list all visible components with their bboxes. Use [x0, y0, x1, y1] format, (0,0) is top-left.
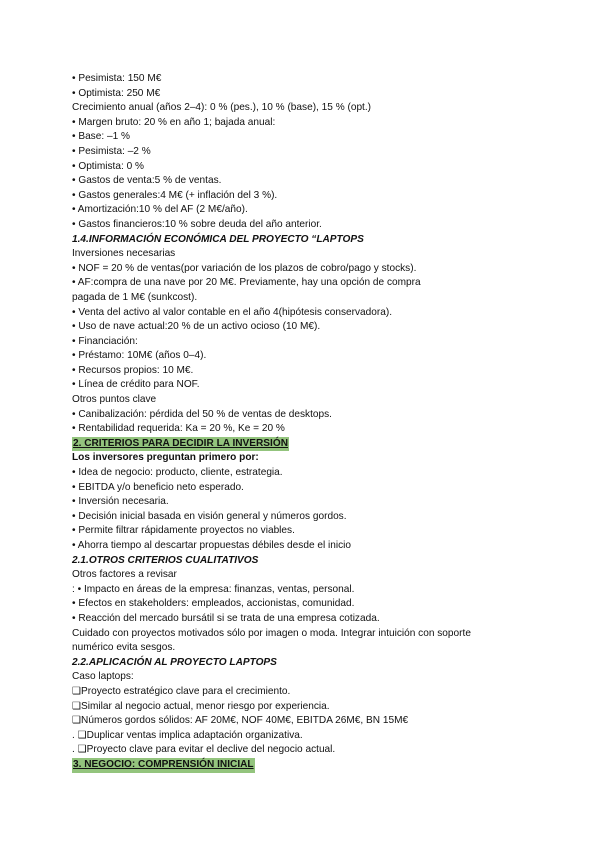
text-line: • Decisión inicial basada en visión general y números gordos. [72, 510, 347, 522]
text-line: • Uso de nave actual:20 % de un activo ocioso (10 M€). [72, 321, 321, 333]
text-line: • Pesimista: –2 % [72, 145, 151, 157]
text-line: • AF:compra de una nave por 20 M€. Previamente, hay una opción de compra [72, 277, 421, 289]
checklist-item: ❑Similar al negocio actual, menor riesgo por experiencia. [72, 700, 330, 712]
text-line: numérico evita sesgos. [72, 642, 176, 654]
text-line: Cuidado con proyectos motivados sólo por imagen o moda. Integrar intuición con soporte [72, 627, 471, 639]
text-line: • Reacción del mercado bursátil si se trata de una empresa cotizada. [72, 612, 380, 624]
text-line: Inversiones necesarias [72, 248, 176, 260]
text-line: • Gastos generales:4 M€ (+ inflación del 3 %). [72, 189, 278, 201]
text-line: • Recursos propios: 10 M€. [72, 364, 194, 376]
text-line: • Gastos financieros:10 % sobre deuda del año anterior. [72, 218, 322, 230]
text-line: • Canibalización: pérdida del 50 % de ventas de desktops. [72, 408, 332, 420]
bold-line: Los inversores preguntan primero por: [72, 452, 259, 464]
text-line: • Efectos en stakeholders: empleados, accionistas, comunidad. [72, 598, 355, 610]
text-line: • Inversión necesaria. [72, 496, 169, 508]
text-line: Otros puntos clave [72, 394, 157, 406]
text-line: Caso laptops: [72, 671, 134, 683]
checklist-item: ❑Proyecto estratégico clave para el crecimiento. [72, 685, 291, 697]
section-heading: 1.4.INFORMACIÓN ECONÓMICA DEL PROYECTO “LAPTOPS [72, 233, 364, 245]
checklist-item: ❑Números gordos sólidos: AF 20M€, NOF 40M€, EBITDA 26M€, BN 15M€ [72, 715, 409, 727]
text-line: • NOF = 20 % de ventas(por variación de los plazos de cobro/pago y stocks). [72, 262, 417, 274]
text-line: • Gastos de venta:5 % de ventas. [72, 175, 222, 187]
text-line: • Amortización:10 % del AF (2 M€/año). [72, 204, 248, 216]
section-heading: 2.1.OTROS CRITERIOS CUALITATIVOS [72, 554, 259, 566]
checklist-item: . ❑Proyecto clave para evitar el declive del negocio actual. [72, 744, 336, 756]
text-line: • Optimista: 0 % [72, 160, 144, 172]
text-line: • Financiación: [72, 335, 138, 347]
document-page [72, 72, 542, 773]
text-line: • Línea de crédito para NOF. [72, 379, 200, 391]
text-line: • EBITDA y/o beneficio neto esperado. [72, 481, 244, 493]
checklist-item: . ❑Duplicar ventas implica adaptación organizativa. [72, 729, 303, 741]
text-line: • Permite filtrar rápidamente proyectos no viables. [72, 525, 295, 537]
highlighted-heading: 2. CRITERIOS PARA DECIDIR LA INVERSIÓN [72, 437, 289, 452]
text-line: Crecimiento anual (años 2–4): 0 % (pes.), 10 % (base), 15 % (opt.) [72, 102, 372, 114]
text-line: • Optimista: 250 M€ [72, 87, 161, 99]
text-line: Otros factores a revisar [72, 569, 177, 581]
text-line: • Base: –1 % [72, 131, 130, 143]
text-line: : • Impacto en áreas de la empresa: finanzas, ventas, personal. [72, 583, 355, 595]
text-line: • Ahorra tiempo al descartar propuestas débiles desde el inicio [72, 540, 352, 551]
section-heading: 2.2.APLICACIÓN AL PROYECTO LAPTOPS [72, 656, 277, 668]
text-line: pagada de 1 M€ (sunkcost). [72, 291, 198, 303]
text-line: • Venta del activo al valor contable en el año 4(hipótesis conservadora). [72, 306, 392, 318]
text-line: • Préstamo: 10M€ (años 0–4). [72, 350, 207, 362]
text-line: • Idea de negocio: producto, cliente, estrategia. [72, 467, 283, 479]
text-line: • Rentabilidad requerida: Ka = 20 %, Ke = 20 % [72, 423, 285, 435]
text-line: • Pesimista: 150 M€ [72, 73, 162, 84]
text-line: • Margen bruto: 20 % en año 1; bajada anual: [72, 116, 276, 128]
highlighted-heading: 3. NEGOCIO: COMPRENSIÓN INICIAL [72, 758, 255, 773]
